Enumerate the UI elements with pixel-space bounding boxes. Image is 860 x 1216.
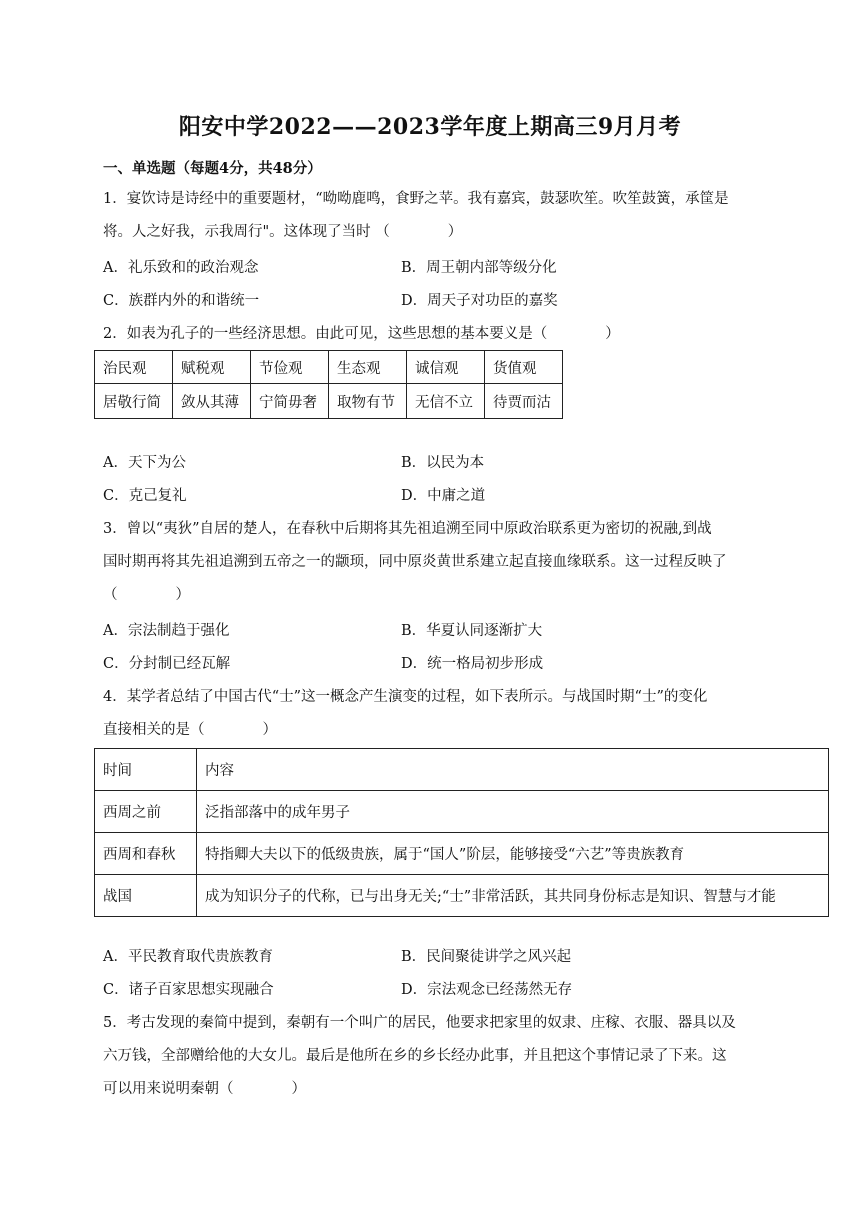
q2-stem: 2．如表为孔子的一些经济思想。由此可见，这些思想的基本要义是（ ）	[103, 326, 620, 342]
table-cell: 货值观	[485, 351, 563, 384]
table-cell: 无信不立	[407, 384, 485, 419]
q2-option-a[interactable]: A．天下为公	[103, 455, 186, 471]
table-row	[95, 384, 563, 419]
q1-option-b[interactable]: B．周王朝内部等级分化	[401, 260, 557, 276]
table-cell: 西周之前	[95, 791, 197, 833]
table-cell: 内容	[197, 749, 829, 791]
q4-stem-line1: 4．某学者总结了中国古代“士”这一概念产生演变的过程，如下表所示。与战国时期“士”的变化	[103, 689, 708, 705]
q4-option-c[interactable]: C．诸子百家思想实现融合	[103, 982, 274, 998]
table-cell: 特指卿大夫以下的低级贵族，属于“国人”阶层，能够接受“六艺”等贵族教育	[197, 833, 829, 875]
table-cell: 赋税观	[173, 351, 251, 384]
table-cell: 居敬行简	[95, 384, 173, 419]
table-cell: 敛从其薄	[173, 384, 251, 419]
table-cell: 诚信观	[407, 351, 485, 384]
table-cell: 成为知识分子的代称，已与出身无关;“士”非常活跃，其共同身份标志是知识、智慧与才能	[197, 875, 829, 917]
table-cell: 泛指部落中的成年男子	[197, 791, 829, 833]
table-cell: 治民观	[95, 351, 173, 384]
q1-option-d[interactable]: D．周天子对功臣的嘉奖	[401, 293, 558, 309]
q5-stem-line1: 5．考古发现的秦简中提到，秦朝有一个叫广的居民，他要求把家里的奴隶、庄稼、衣服、器具以及	[103, 1015, 736, 1031]
q3-option-b[interactable]: B．华夏认同逐渐扩大	[401, 623, 543, 639]
q3-option-a[interactable]: A．宗法制趋于强化	[103, 623, 230, 639]
table-row	[95, 749, 829, 791]
table-row	[95, 833, 829, 875]
q4-stem-line2: 直接相关的是（ ）	[103, 722, 277, 738]
q3-stem-line1: 3．曾以“夷狄”自居的楚人，在春秋中后期将其先祖追溯至同中原政治联系更为密切的祝融,到战	[103, 521, 712, 537]
q2-option-d[interactable]: D．中庸之道	[401, 488, 486, 504]
q4-table	[94, 748, 829, 917]
q1-stem-line2: 将。人之好我，示我周行"。这体现了当时 （ ）	[103, 224, 463, 240]
table-cell: 节俭观	[251, 351, 329, 384]
q3-stem-line3: （ ）	[103, 587, 190, 603]
q4-option-a[interactable]: A．平民教育取代贵族教育	[103, 949, 273, 965]
table-row	[95, 791, 829, 833]
table-cell: 生态观	[329, 351, 407, 384]
table-cell: 战国	[95, 875, 197, 917]
table-cell: 时间	[95, 749, 197, 791]
section-heading: 一、单选题（每题4分，共48分）	[103, 160, 322, 177]
table-cell: 西周和春秋	[95, 833, 197, 875]
q3-stem-line2: 国时期再将其先祖追溯到五帝之一的颛顼，同中原炎黄世系建立起直接血缘联系。这一过程反映了	[103, 554, 727, 570]
q2-option-c[interactable]: C．克己复礼	[103, 488, 187, 504]
q4-option-b[interactable]: B．民间聚徒讲学之风兴起	[401, 949, 572, 965]
q2-table	[94, 350, 563, 419]
q1-stem-line1: 1．宴饮诗是诗经中的重要题材，“呦呦鹿鸣，食野之苹。我有嘉宾，鼓瑟吹笙。吹笙鼓簧，承筐是	[103, 191, 729, 207]
page-title: 阳安中学2022——2023学年度上期高三9月月考	[178, 114, 682, 140]
q4-option-d[interactable]: D．宗法观念已经荡然无存	[401, 982, 573, 998]
q5-stem-line3: 可以用来说明秦朝（ ）	[103, 1081, 306, 1097]
q3-option-c[interactable]: C．分封制已经瓦解	[103, 656, 231, 672]
q1-option-c[interactable]: C．族群内外的和谐统一	[103, 293, 260, 309]
table-row	[95, 351, 563, 384]
table-row	[95, 875, 829, 917]
q5-stem-line2: 六万钱，全部赠给他的大女儿。最后是他所在乡的乡长经办此事，并且把这个事情记录了下来。这	[103, 1048, 727, 1064]
table-cell: 宁简毋奢	[251, 384, 329, 419]
table-cell: 待贾而沽	[485, 384, 563, 419]
q1-option-a[interactable]: A．礼乐致和的政治观念	[103, 260, 259, 276]
table-cell: 取物有节	[329, 384, 407, 419]
q3-option-d[interactable]: D．统一格局初步形成	[401, 656, 544, 672]
q2-option-b[interactable]: B．以民为本	[401, 455, 485, 471]
